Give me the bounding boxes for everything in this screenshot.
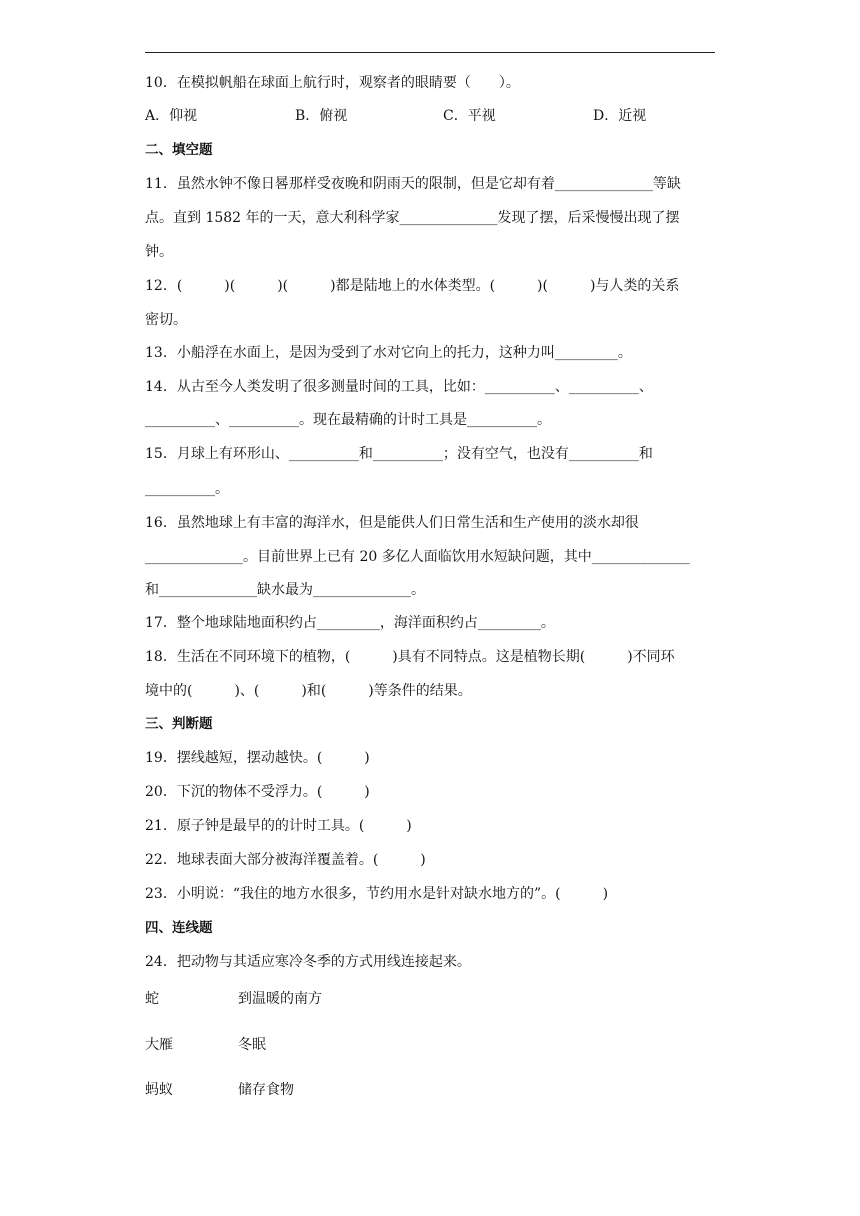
fill-line: __________。: [145, 481, 229, 497]
section-match-heading: 四、连线题: [145, 920, 213, 936]
judge-line: 22．地球表面大部分被海洋覆盖着。( ): [145, 852, 426, 868]
section-judge-heading: 三、判断题: [145, 716, 213, 732]
fill-line: 境中的( )、( )和( )等条件的结果。: [145, 683, 472, 699]
fill-line: 钟。: [145, 244, 173, 260]
match-animal: 大雁: [145, 1037, 173, 1053]
top-rule: [145, 52, 715, 53]
fill-line: 15．月球上有环形山、__________和__________；没有空气，也没有__________和: [145, 446, 653, 462]
option-c: C．平视: [443, 108, 496, 124]
question-24: 24．把动物与其适应寒冷冬季的方式用线连接起来。: [145, 954, 471, 970]
fill-line: 密切。: [145, 312, 187, 328]
match-way: 冬眠: [238, 1037, 266, 1053]
option-a: A．仰视: [145, 108, 198, 124]
fill-line: 和______________缺水最为______________。: [145, 582, 425, 598]
match-animal: 蛇: [145, 991, 159, 1007]
fill-line: 16．虽然地球上有丰富的海洋水，但是能供人们日常生活和生产使用的淡水却很: [145, 515, 639, 531]
match-way: 储存食物: [238, 1082, 294, 1098]
fill-line: 14．从古至今人类发明了很多测量时间的工具，比如：__________、__________、: [145, 379, 653, 395]
fill-line: 11．虽然水钟不像日晷那样受夜晚和阴雨天的限制，但是它却有着______________等缺: [145, 176, 681, 192]
judge-line: 19．摆线越短，摆动越快。( ): [145, 750, 370, 766]
fill-line: ______________。目前世界上已有 20 多亿人面临饮用水短缺问题，其中______________: [145, 549, 690, 565]
fill-line: 12．( )( )( )都是陆地上的水体类型。( )( )与人类的关系: [145, 278, 680, 294]
question-10: 10．在模拟帆船在球面上航行时，观察者的眼睛要（ ）。: [145, 75, 520, 91]
judge-line: 21．原子钟是最早的的计时工具。( ): [145, 818, 412, 834]
fill-line: 17．整个地球陆地面积约占_________，海洋面积约占_________。: [145, 615, 555, 631]
judge-line: 23．小明说：“我住的地方水很多，节约用水是针对缺水地方的”。( ): [145, 886, 609, 902]
option-b: B．俯视: [295, 108, 348, 124]
judge-line: 20．下沉的物体不受浮力。( ): [145, 784, 370, 800]
section-fill-heading: 二、填空题: [145, 142, 213, 158]
fill-line: 18．生活在不同环境下的植物，( )具有不同特点。这是植物长期( )不同环: [145, 649, 675, 665]
fill-line: 13．小船浮在水面上，是因为受到了水对它向上的托力，这种力叫_________。: [145, 345, 632, 361]
fill-line: __________、__________。现在最精确的计时工具是__________。: [145, 412, 551, 428]
fill-line: 点。直到 1582 年的一天，意大利科学家______________发现了摆，后采慢慢出现了摆: [145, 210, 680, 226]
match-animal: 蚂蚁: [145, 1082, 173, 1098]
match-way: 到温暖的南方: [238, 991, 322, 1007]
option-d: D．近视: [593, 108, 647, 124]
